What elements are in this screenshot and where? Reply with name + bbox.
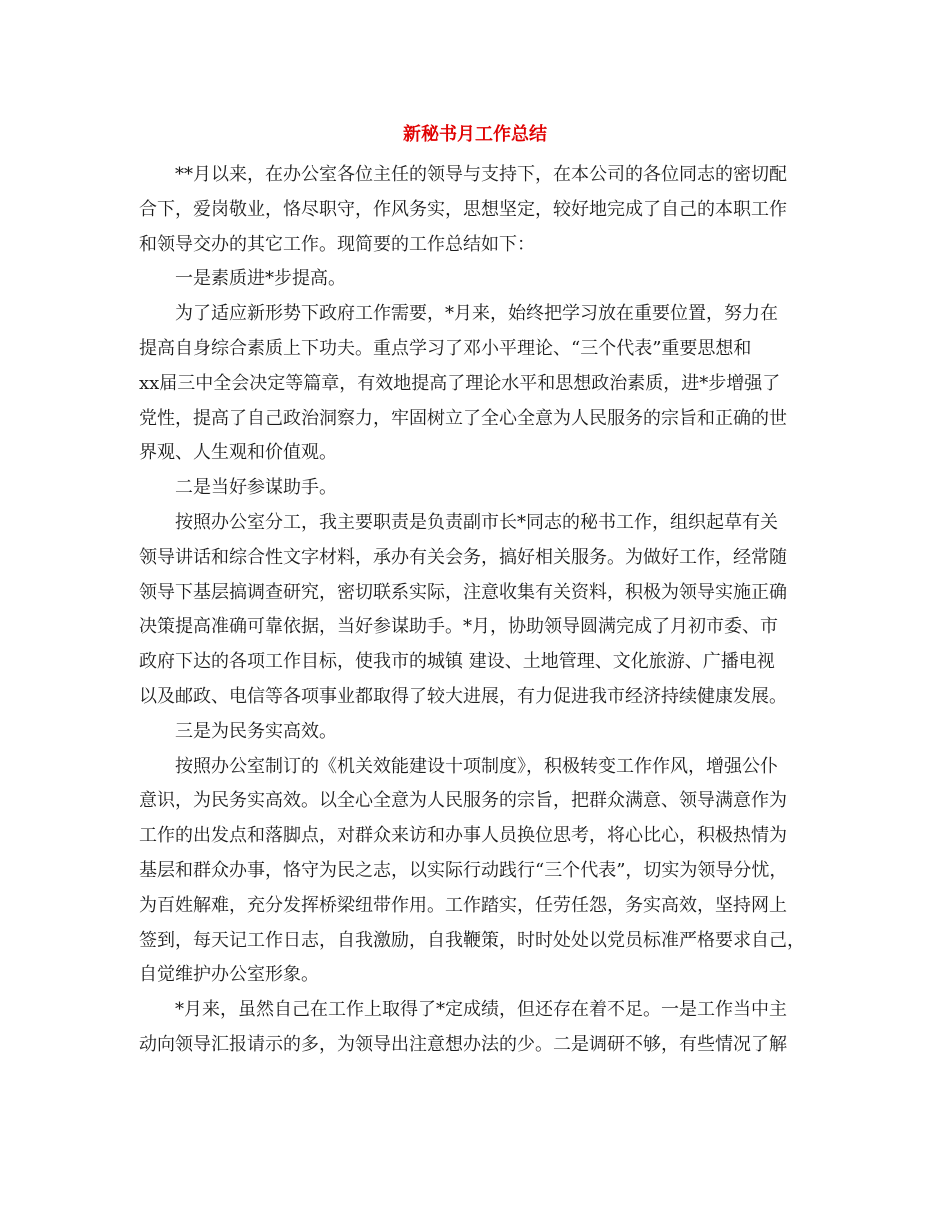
paragraph-line: 领导讲话和综合性文字材料，承办有关会务，搞好相关服务。为做好工作，经常随 xyxy=(139,546,787,568)
body-paragraph xyxy=(139,715,823,750)
paragraph-line: 意识，为民务实高效。以全心全意为人民服务的宗旨，把群众满意、领导满意作为 xyxy=(139,790,787,812)
document-body xyxy=(139,158,823,1063)
paragraph-line: 决策提高准确可靠依据，当好参谋助手。*月，协助领导圆满完成了月初市委、市 xyxy=(139,616,778,638)
document-title: 新秘书月工作总结 xyxy=(403,124,547,145)
paragraph-line: 界观、人生观和价值观。 xyxy=(139,442,337,464)
paragraph-line: 以及邮政、电信等各项事业都取得了较大进展，有力促进我市经济持续健康发展。 xyxy=(139,685,787,707)
paragraph-line: 基层和群众办事，恪守为民之志，以实际行动践行“三个代表”，切实为领导分忧， xyxy=(139,859,788,881)
body-paragraph xyxy=(139,506,823,715)
paragraph-line: **月以来，在办公室各位主任的领导与支持下，在本公司的各位同志的密切配 xyxy=(175,164,787,185)
paragraph-line: 为了适应新形势下政府工作需要，*月来，始终把学习放在重要位置，努力在 xyxy=(175,303,778,325)
paragraph-line: 自觉维护办公室形象。 xyxy=(139,964,319,986)
body-paragraph xyxy=(139,158,823,262)
paragraph-line: 按照办公室分工，我主要职责是负责副市长*同志的秘书工作，组织起草有关 xyxy=(175,511,778,533)
paragraph-line: 一是素质进*步提高。 xyxy=(175,268,346,290)
paragraph-line: 为百姓解难，充分发挥桥梁纽带作用。工作踏实，任劳任怨，务实高效，坚持网上 xyxy=(139,894,787,916)
paragraph-line: *月来，虽然自己在工作上取得了*定成绩，但还存在着不足。一是工作当中主 xyxy=(175,999,787,1021)
paragraph-line: 动向领导汇报请示的多，为领导出注意想办法的少。二是调研不够，有些情况了解 xyxy=(139,1033,787,1055)
body-paragraph xyxy=(139,993,823,1063)
body-paragraph xyxy=(139,297,823,471)
paragraph-line: 政府下达的各项工作目标，使我市的城镇 建设、土地管理、文化旅游、广播电视 xyxy=(139,651,775,673)
paragraph-line: xx届三中全会决定等篇章，有效地提高了理论水平和思想政治素质，进*步增强了 xyxy=(139,372,781,394)
body-paragraph xyxy=(139,262,823,297)
paragraph-line: 党性，提高了自己政治洞察力，牢固树立了全心全意为人民服务的宗旨和正确的世 xyxy=(139,407,787,429)
paragraph-line: 三是为民务实高效。 xyxy=(175,720,337,742)
paragraph-line: 按照办公室制订的《机关效能建设十项制度》，积极转变工作作风，增强公仆 xyxy=(175,755,778,777)
paragraph-line: 领导下基层搞调查研究，密切联系实际，注意收集有关资料，积极为领导实施正确 xyxy=(139,581,787,603)
paragraph-line: 合下，爱岗敬业，恪尽职守，作风务实，思想坚定，较好地完成了自己的本职工作 xyxy=(139,198,787,220)
paragraph-line: 签到，每天记工作日志，自我激励，自我鞭策，时时处处以党员标准严格要求自己， xyxy=(139,929,805,951)
paragraph-line: 提高自身综合素质上下功夫。重点学习了邓小平理论、“三个代表”重要思想和 xyxy=(139,337,752,359)
paragraph-line: 工作的出发点和落脚点，对群众来访和办事人员换位思考，将心比心，积极热情为 xyxy=(139,825,787,847)
body-paragraph xyxy=(139,471,823,506)
paragraph-line: 和领导交办的其它工作。现简要的工作总结如下： xyxy=(139,233,535,255)
body-paragraph xyxy=(139,750,823,994)
paragraph-line: 二是当好参谋助手。 xyxy=(175,477,337,499)
